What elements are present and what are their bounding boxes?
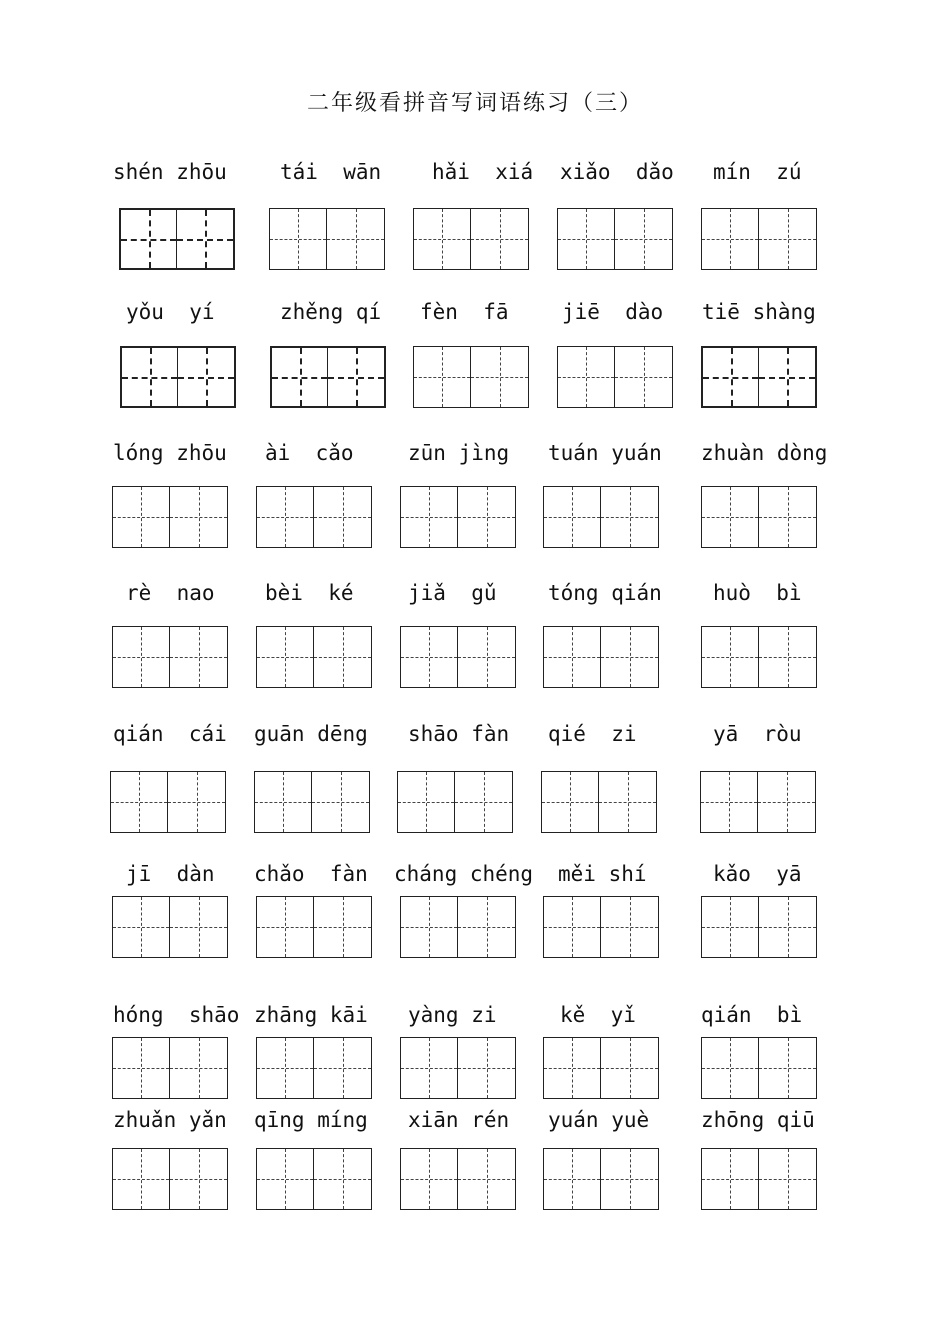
writing-box[interactable] [701,346,817,408]
character-cell[interactable] [314,1038,371,1098]
guide-line-horizontal [401,1068,457,1069]
pinyin-label: hǎi xiá [432,160,534,184]
pinyin-label: kě yǐ [560,1003,636,1027]
guide-line-horizontal [122,377,177,379]
writing-box[interactable] [701,626,817,688]
pinyin-label: ài cǎo [265,441,354,465]
guide-line-horizontal [398,802,454,803]
writing-box[interactable] [557,346,673,408]
guide-line-horizontal [702,239,758,240]
guide-line-horizontal [257,657,313,658]
guide-line-horizontal [458,927,515,928]
pinyin-label: qié zi [548,722,637,746]
character-cell[interactable] [758,772,815,832]
guide-line-horizontal [113,657,169,658]
guide-line-horizontal [257,927,313,928]
pinyin-label: tuán yuán [548,441,662,465]
pinyin-label: cháng chéng [394,862,534,886]
writing-box[interactable] [557,208,673,270]
character-cell[interactable] [601,487,658,547]
guide-line-horizontal [544,657,600,658]
writing-box[interactable] [701,896,817,958]
guide-line-horizontal [270,239,326,240]
writing-box[interactable] [256,486,372,548]
character-cell[interactable] [170,487,227,547]
writing-box[interactable] [543,896,659,958]
character-cell[interactable] [122,348,178,406]
character-cell[interactable] [458,1038,515,1098]
pinyin-label: jiǎ gǔ [408,581,497,605]
guide-line-horizontal [401,1179,457,1180]
character-cell[interactable] [458,1149,515,1209]
pinyin-label: yǒu yí [126,300,215,324]
character-cell[interactable] [458,627,515,687]
guide-line-horizontal [759,377,815,379]
guide-line-horizontal [255,802,311,803]
guide-line-horizontal [113,1179,169,1180]
guide-line-horizontal [178,377,234,379]
pinyin-label: chǎo fàn [254,862,368,886]
pinyin-label: xiān rén [408,1108,510,1132]
character-cell[interactable] [255,772,312,832]
guide-line-horizontal [121,239,176,241]
character-cell[interactable] [177,210,233,268]
character-cell[interactable] [702,897,759,957]
character-cell[interactable] [558,209,615,269]
writing-box[interactable] [397,771,513,833]
character-cell[interactable] [168,772,225,832]
character-cell[interactable] [759,209,816,269]
character-cell[interactable] [113,627,170,687]
guide-line-horizontal [703,377,758,379]
character-cell[interactable] [558,347,615,407]
character-cell[interactable] [471,347,528,407]
guide-line-horizontal [177,239,233,241]
guide-line-horizontal [113,1068,169,1069]
character-cell[interactable] [257,487,314,547]
guide-line-horizontal [471,377,528,378]
pinyin-label: zhōng qiū [701,1108,815,1132]
character-cell[interactable] [312,772,369,832]
pinyin-label: hóng shāo [113,1003,240,1027]
character-cell[interactable] [414,347,471,407]
guide-line-horizontal [542,802,598,803]
character-cell[interactable] [759,487,816,547]
character-cell[interactable] [458,897,515,957]
character-cell[interactable] [702,487,759,547]
guide-line-horizontal [544,1179,600,1180]
guide-line-horizontal [702,517,758,518]
pinyin-label: yā ròu [713,722,802,746]
writing-box[interactable] [256,896,372,958]
character-cell[interactable] [599,772,656,832]
writing-box[interactable] [112,486,228,548]
page-title: 二年级看拼音写词语练习（三） [306,91,643,116]
writing-box[interactable] [269,208,385,270]
writing-box[interactable] [256,1148,372,1210]
pinyin-label: yuán yuè [548,1108,650,1132]
character-cell[interactable] [314,897,371,957]
guide-line-horizontal [314,927,371,928]
writing-box[interactable] [256,626,372,688]
pinyin-label: zhěng qí [280,300,382,324]
guide-line-horizontal [601,927,658,928]
character-cell[interactable] [113,1149,170,1209]
pinyin-label: zhuǎn yǎn [113,1108,227,1132]
character-cell[interactable] [170,1038,227,1098]
pinyin-label: xiǎo dǎo [560,160,674,184]
character-cell[interactable] [111,772,168,832]
guide-line-horizontal [759,657,816,658]
guide-line-horizontal [314,1068,371,1069]
pinyin-label: kǎo yā [713,862,802,886]
writing-box[interactable] [254,771,370,833]
guide-line-horizontal [702,657,758,658]
character-cell[interactable] [701,772,758,832]
pinyin-label: huò bì [713,581,802,605]
guide-line-horizontal [601,1068,658,1069]
writing-box[interactable] [112,896,228,958]
writing-box[interactable] [112,1037,228,1099]
guide-line-horizontal [257,517,313,518]
character-cell[interactable] [601,1149,658,1209]
writing-box[interactable] [413,346,529,408]
character-cell[interactable] [257,897,314,957]
character-cell[interactable] [615,209,672,269]
character-cell[interactable] [398,772,455,832]
guide-line-horizontal [615,239,672,240]
guide-line-horizontal [544,517,600,518]
writing-box[interactable] [112,1148,228,1210]
character-cell[interactable] [401,487,458,547]
character-cell[interactable] [170,1149,227,1209]
writing-box[interactable] [400,896,516,958]
pinyin-label: měi shí [558,862,647,886]
character-cell[interactable] [401,1149,458,1209]
writing-box[interactable] [400,486,516,548]
character-cell[interactable] [270,209,327,269]
writing-box[interactable] [543,626,659,688]
guide-line-horizontal [702,1179,758,1180]
character-cell[interactable] [759,1038,816,1098]
guide-line-horizontal [615,377,672,378]
guide-line-horizontal [558,377,614,378]
guide-line-horizontal [599,802,656,803]
writing-box[interactable] [413,208,529,270]
writing-box[interactable] [400,1037,516,1099]
character-cell[interactable] [401,897,458,957]
guide-line-horizontal [759,1068,816,1069]
character-cell[interactable] [601,1038,658,1098]
pinyin-label: shāo fàn [408,722,510,746]
guide-line-horizontal [314,657,371,658]
character-cell[interactable] [327,209,384,269]
character-cell[interactable] [615,347,672,407]
guide-line-horizontal [414,377,470,378]
character-cell[interactable] [401,627,458,687]
guide-line-horizontal [257,1068,313,1069]
pinyin-label: qīng míng [254,1108,368,1132]
pinyin-label: fèn fā [420,300,509,324]
guide-line-horizontal [414,239,470,240]
writing-box[interactable] [701,208,817,270]
guide-line-horizontal [401,927,457,928]
writing-box[interactable] [119,208,235,270]
character-cell[interactable] [121,210,177,268]
pinyin-label: rè nao [126,581,215,605]
character-cell[interactable] [272,348,328,406]
guide-line-horizontal [314,517,371,518]
writing-box[interactable] [270,346,386,408]
pinyin-label: zūn jìng [408,441,510,465]
writing-box[interactable] [120,346,236,408]
guide-line-horizontal [759,1179,816,1180]
writing-box[interactable] [400,626,516,688]
character-cell[interactable] [113,897,170,957]
guide-line-horizontal [168,802,225,803]
guide-line-horizontal [314,1179,371,1180]
character-cell[interactable] [544,1038,601,1098]
character-cell[interactable] [401,1038,458,1098]
character-cell[interactable] [314,487,371,547]
writing-box[interactable] [700,771,816,833]
writing-box[interactable] [256,1037,372,1099]
character-cell[interactable] [702,1038,759,1098]
guide-line-horizontal [701,802,757,803]
writing-box[interactable] [543,486,659,548]
guide-line-horizontal [471,239,528,240]
guide-line-horizontal [702,1068,758,1069]
guide-line-horizontal [113,927,169,928]
pinyin-label: tiē shàng [702,300,816,324]
guide-line-horizontal [113,517,169,518]
character-cell[interactable] [544,897,601,957]
character-cell[interactable] [314,627,371,687]
writing-box[interactable] [112,626,228,688]
character-cell[interactable] [702,209,759,269]
character-cell[interactable] [703,348,759,406]
guide-line-horizontal [170,657,227,658]
character-cell[interactable] [544,627,601,687]
pinyin-label: yàng zi [408,1003,497,1027]
pinyin-label: qián bì [701,1003,803,1027]
character-cell[interactable] [544,487,601,547]
guide-line-horizontal [601,1179,658,1180]
pinyin-label: shén zhōu [113,160,227,184]
character-cell[interactable] [414,209,471,269]
guide-line-horizontal [458,1179,515,1180]
guide-line-horizontal [328,377,384,379]
pinyin-label: jiē dào [562,300,664,324]
pinyin-label: bèi ké [265,581,354,605]
character-cell[interactable] [601,627,658,687]
character-cell[interactable] [178,348,234,406]
character-cell[interactable] [257,627,314,687]
guide-line-horizontal [544,1068,600,1069]
character-cell[interactable] [257,1149,314,1209]
guide-line-horizontal [558,239,614,240]
pinyin-label: guān dēng [254,722,368,746]
character-cell[interactable] [544,1149,601,1209]
guide-line-horizontal [272,377,327,379]
guide-line-horizontal [759,239,816,240]
character-cell[interactable] [170,897,227,957]
guide-line-horizontal [455,802,512,803]
guide-line-horizontal [458,517,515,518]
character-cell[interactable] [759,1149,816,1209]
pinyin-label: lóng zhōu [113,441,227,465]
guide-line-horizontal [170,1179,227,1180]
writing-box[interactable] [543,1148,659,1210]
guide-line-horizontal [111,802,167,803]
character-cell[interactable] [471,209,528,269]
pinyin-label: zhāng kāi [254,1003,368,1027]
character-cell[interactable] [542,772,599,832]
pinyin-label: jī dàn [126,862,215,886]
character-cell[interactable] [170,627,227,687]
guide-line-horizontal [257,1179,313,1180]
character-cell[interactable] [314,1149,371,1209]
guide-line-horizontal [170,517,227,518]
guide-line-horizontal [758,802,815,803]
character-cell[interactable] [113,1038,170,1098]
character-cell[interactable] [759,348,815,406]
writing-box[interactable] [543,1037,659,1099]
guide-line-horizontal [601,657,658,658]
guide-line-horizontal [401,657,457,658]
guide-line-horizontal [458,1068,515,1069]
character-cell[interactable] [458,487,515,547]
character-cell[interactable] [702,627,759,687]
guide-line-horizontal [702,927,758,928]
guide-line-horizontal [759,927,816,928]
guide-line-horizontal [170,927,227,928]
character-cell[interactable] [759,897,816,957]
pinyin-label: tóng qián [548,581,662,605]
character-cell[interactable] [601,897,658,957]
guide-line-horizontal [601,517,658,518]
guide-line-horizontal [458,657,515,658]
guide-line-horizontal [170,1068,227,1069]
guide-line-horizontal [401,517,457,518]
character-cell[interactable] [702,1149,759,1209]
character-cell[interactable] [759,627,816,687]
writing-box[interactable] [701,486,817,548]
guide-line-horizontal [544,927,600,928]
writing-box[interactable] [701,1037,817,1099]
character-cell[interactable] [257,1038,314,1098]
character-cell[interactable] [113,487,170,547]
writing-box[interactable] [400,1148,516,1210]
guide-line-horizontal [759,517,816,518]
guide-line-horizontal [312,802,369,803]
writing-box[interactable] [110,771,226,833]
character-cell[interactable] [455,772,512,832]
pinyin-label: mín zú [713,160,802,184]
writing-box[interactable] [541,771,657,833]
pinyin-label: zhuàn dòng [701,441,828,465]
writing-box[interactable] [701,1148,817,1210]
character-cell[interactable] [328,348,384,406]
pinyin-label: tái wān [280,160,382,184]
pinyin-label: qián cái [113,722,227,746]
guide-line-horizontal [327,239,384,240]
